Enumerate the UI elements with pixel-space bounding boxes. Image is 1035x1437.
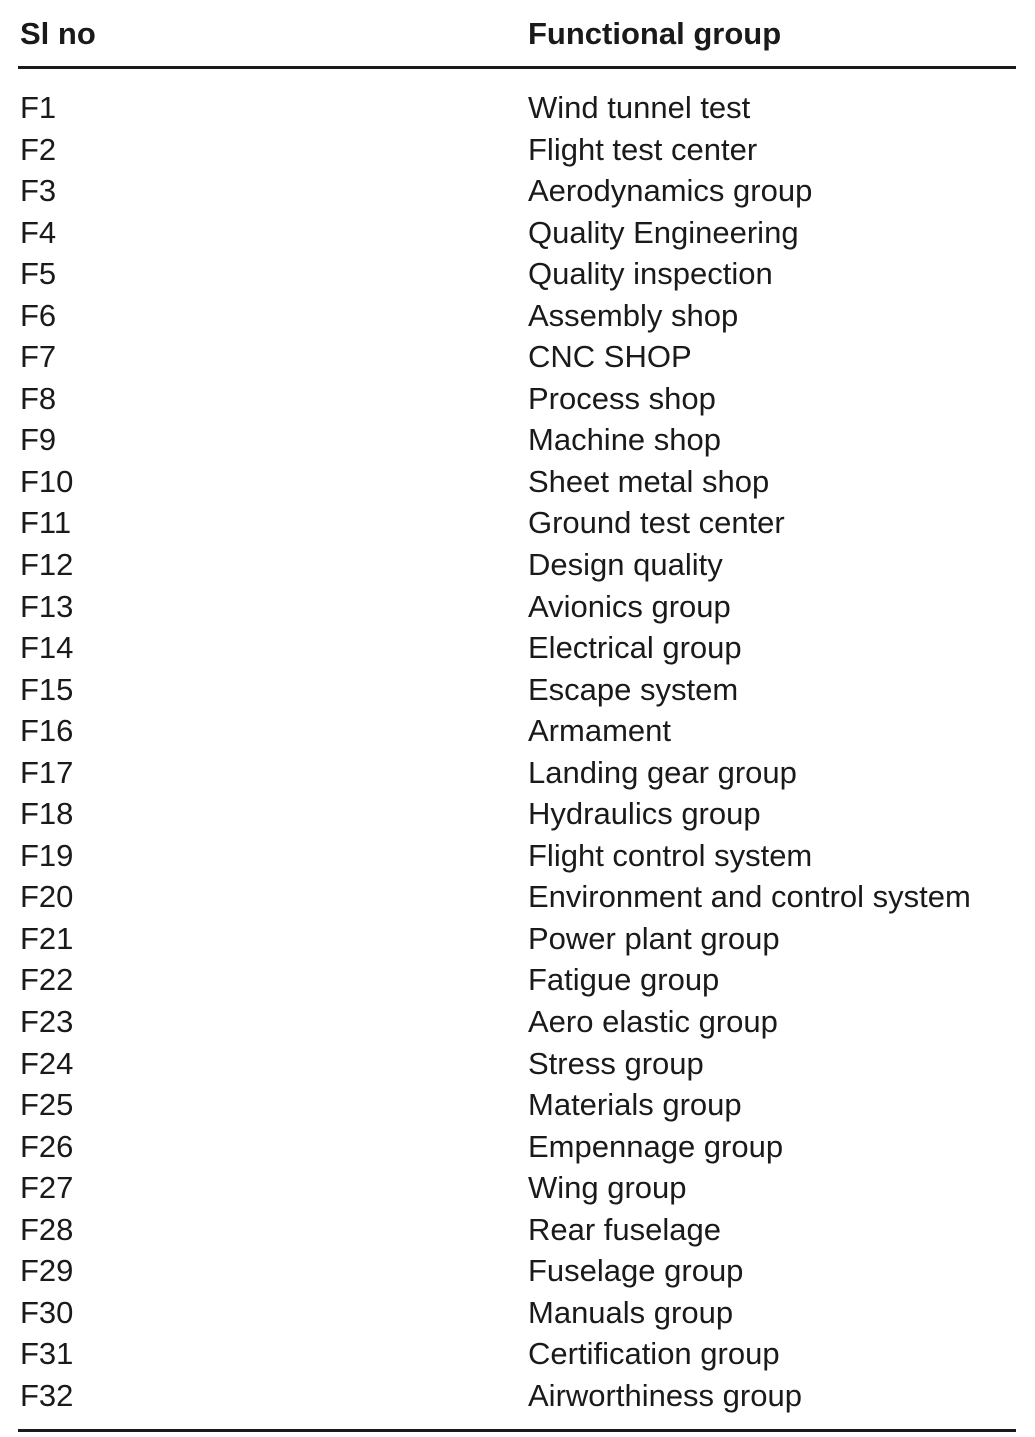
cell-functional-group: Fatigue group bbox=[528, 962, 720, 998]
table-row bbox=[18, 627, 1016, 669]
cell-sl-no: F14 bbox=[20, 630, 74, 666]
cell-functional-group: Quality Engineering bbox=[528, 214, 799, 250]
table-row bbox=[18, 752, 1016, 794]
table-row bbox=[18, 1084, 1016, 1126]
cell-functional-group: Process shop bbox=[528, 380, 716, 416]
table-row bbox=[18, 669, 1016, 711]
cell-sl-no: F2 bbox=[20, 131, 57, 167]
table-row bbox=[18, 1126, 1016, 1168]
table-row bbox=[18, 378, 1016, 420]
table-row bbox=[18, 295, 1016, 337]
cell-sl-no: F8 bbox=[20, 380, 57, 416]
cell-sl-no: F30 bbox=[20, 1294, 74, 1330]
table-row bbox=[18, 461, 1016, 503]
table-row bbox=[18, 793, 1016, 835]
table-row bbox=[18, 918, 1016, 960]
cell-sl-no: F27 bbox=[20, 1170, 74, 1206]
cell-functional-group: Flight test center bbox=[528, 131, 758, 167]
table-header bbox=[18, 14, 1016, 54]
table-row bbox=[18, 1209, 1016, 1251]
table-row bbox=[18, 1250, 1016, 1292]
cell-functional-group: Wing group bbox=[528, 1170, 687, 1206]
table-row bbox=[18, 1292, 1016, 1334]
table-row bbox=[18, 1043, 1016, 1085]
table-row bbox=[18, 212, 1016, 254]
cell-functional-group: Empennage group bbox=[528, 1128, 784, 1164]
cell-functional-group: Manuals group bbox=[528, 1294, 734, 1330]
cell-functional-group: Design quality bbox=[528, 547, 723, 583]
cell-sl-no: F28 bbox=[20, 1211, 74, 1247]
cell-functional-group: Stress group bbox=[528, 1045, 704, 1081]
cell-functional-group: Airworthiness group bbox=[528, 1377, 802, 1413]
cell-sl-no: F1 bbox=[20, 90, 57, 125]
cell-functional-group: CNC SHOP bbox=[528, 339, 692, 375]
bottom-rule bbox=[18, 1429, 1016, 1432]
cell-functional-group: Electrical group bbox=[528, 630, 742, 666]
cell-functional-group: Avionics group bbox=[528, 588, 731, 624]
cell-functional-group: Hydraulics group bbox=[528, 796, 761, 832]
table-row bbox=[18, 710, 1016, 752]
cell-sl-no: F19 bbox=[20, 837, 74, 873]
cell-functional-group: Power plant group bbox=[528, 920, 780, 956]
cell-sl-no: F18 bbox=[20, 796, 74, 832]
cell-functional-group: Environment and control system bbox=[528, 879, 971, 915]
cell-functional-group: Rear fuselage bbox=[528, 1211, 722, 1247]
table-row bbox=[18, 170, 1016, 212]
cell-functional-group: Quality inspection bbox=[528, 256, 773, 292]
cell-sl-no: F9 bbox=[20, 422, 57, 458]
cell-sl-no: F5 bbox=[20, 256, 57, 292]
cell-functional-group: Fuselage group bbox=[528, 1253, 744, 1289]
cell-functional-group: Escape system bbox=[528, 671, 739, 707]
table-row bbox=[18, 1333, 1016, 1375]
cell-sl-no: F13 bbox=[20, 588, 74, 624]
cell-functional-group: Ground test center bbox=[528, 505, 785, 541]
table-row bbox=[18, 336, 1016, 378]
cell-sl-no: F26 bbox=[20, 1128, 74, 1164]
cell-sl-no: F11 bbox=[20, 505, 72, 541]
cell-functional-group: Wind tunnel test bbox=[528, 90, 751, 125]
cell-sl-no: F7 bbox=[20, 339, 57, 375]
table-body bbox=[18, 87, 1016, 1417]
cell-sl-no: F10 bbox=[20, 463, 74, 499]
table-row bbox=[18, 1375, 1016, 1417]
table-row bbox=[18, 959, 1016, 1001]
table-row bbox=[18, 876, 1016, 918]
cell-sl-no: F6 bbox=[20, 297, 57, 333]
cell-sl-no: F22 bbox=[20, 962, 74, 998]
cell-sl-no: F21 bbox=[20, 920, 74, 956]
table-row bbox=[18, 1001, 1016, 1043]
header-functional-group: Functional group bbox=[528, 16, 782, 51]
cell-functional-group: Certification group bbox=[528, 1336, 780, 1372]
header-sl-no: Sl no bbox=[20, 16, 96, 51]
cell-sl-no: F3 bbox=[20, 173, 57, 209]
table-row bbox=[18, 129, 1016, 171]
cell-sl-no: F17 bbox=[20, 754, 74, 790]
cell-sl-no: F16 bbox=[20, 713, 74, 749]
cell-sl-no: F4 bbox=[20, 214, 57, 250]
table-row bbox=[18, 835, 1016, 877]
cell-sl-no: F32 bbox=[20, 1377, 74, 1413]
cell-sl-no: F25 bbox=[20, 1087, 74, 1123]
cell-functional-group: Flight control system bbox=[528, 837, 813, 873]
header-rule bbox=[18, 66, 1016, 69]
table-row bbox=[18, 502, 1016, 544]
cell-sl-no: F12 bbox=[20, 547, 74, 583]
cell-sl-no: F29 bbox=[20, 1253, 74, 1289]
cell-sl-no: F23 bbox=[20, 1004, 74, 1040]
cell-functional-group: Assembly shop bbox=[528, 297, 739, 333]
cell-functional-group: Armament bbox=[528, 713, 671, 749]
table-row bbox=[18, 1167, 1016, 1209]
cell-functional-group: Materials group bbox=[528, 1087, 742, 1123]
table-row bbox=[18, 87, 1016, 129]
cell-functional-group: Machine shop bbox=[528, 422, 722, 458]
cell-functional-group: Aerodynamics group bbox=[528, 173, 813, 209]
cell-functional-group: Landing gear group bbox=[528, 754, 797, 790]
cell-functional-group: Sheet metal shop bbox=[528, 463, 770, 499]
cell-sl-no: F20 bbox=[20, 879, 74, 915]
cell-functional-group: Aero elastic group bbox=[528, 1004, 778, 1040]
cell-sl-no: F24 bbox=[20, 1045, 74, 1081]
cell-sl-no: F31 bbox=[20, 1336, 74, 1372]
cell-sl-no: F15 bbox=[20, 671, 74, 707]
table-row bbox=[18, 544, 1016, 586]
table-row bbox=[18, 586, 1016, 628]
table-row bbox=[18, 419, 1016, 461]
table-row bbox=[18, 253, 1016, 295]
